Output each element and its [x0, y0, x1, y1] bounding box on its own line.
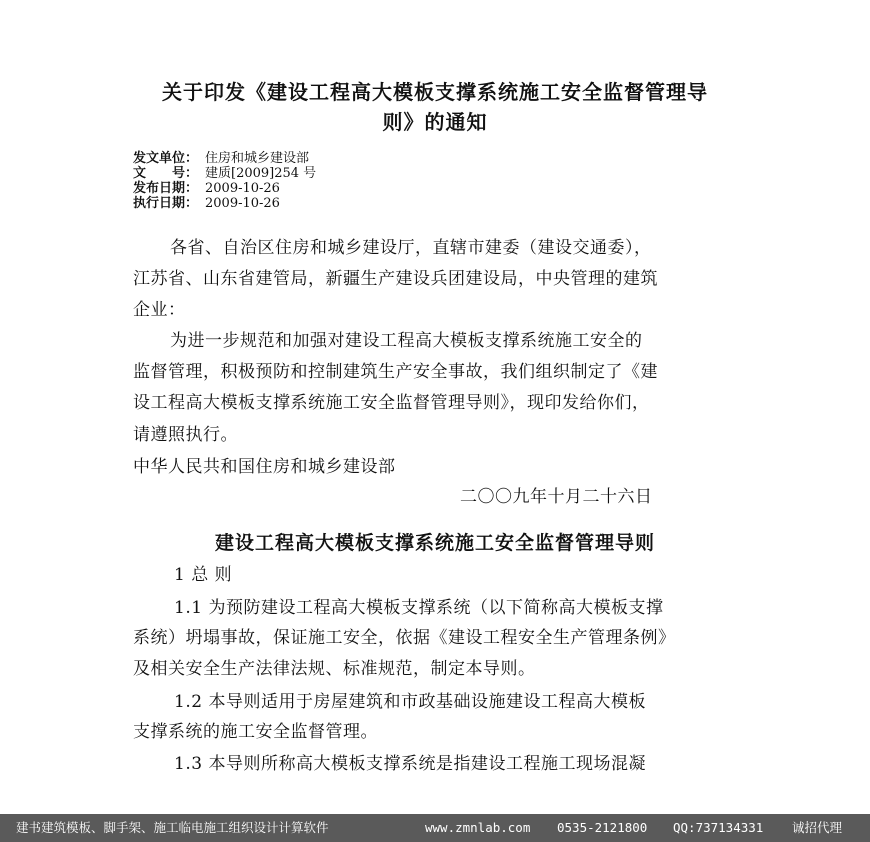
- meta-doc-number: [133, 166, 316, 181]
- guide-line-4: 1.2 本导则适用于房屋建筑和市政基础设施建设工程高大模板: [174, 692, 646, 712]
- meta-publish-date-key: 发布日期：: [133, 181, 199, 196]
- footer-banner: [0, 814, 870, 842]
- notice-title-line-2: 则》的通知: [382, 110, 488, 134]
- body-line-6: 设工程高大模板支撑系统施工安全监督管理导则》，现印发给你们，: [133, 393, 650, 413]
- meta-issuer-value: 住房和城乡建设部: [205, 151, 310, 166]
- meta-doc-number-value: 建质[2009]254 号: [205, 166, 317, 181]
- guide-line-1: 1.1 为预防建设工程高大模板支撑系统（以下简称高大模板支撑: [174, 598, 664, 618]
- meta-doc-number-key: 文 号：: [133, 166, 199, 181]
- meta-effective-date: [133, 196, 280, 211]
- body-line-4: 为进一步规范和加强对建设工程高大模板支撑系统施工安全的: [170, 331, 643, 351]
- body-line-3: 企业：: [133, 300, 186, 320]
- signing-authority: 中华人民共和国住房和城乡建设部: [133, 457, 396, 477]
- guide-line-6: 1.3 本导则所称高大模板支撑系统是指建设工程施工现场混凝: [174, 754, 646, 774]
- meta-issuer-key: 发文单位：: [133, 151, 199, 166]
- meta-publish-date: [133, 181, 280, 196]
- guide-section-heading: 1 总 则: [174, 565, 233, 585]
- guide-line-3: 及相关安全生产法律法规、标准规范，制定本导则。: [133, 659, 536, 679]
- footer-agent: 诚招代理: [792, 820, 843, 835]
- meta-effective-date-key: 执行日期：: [133, 196, 199, 211]
- footer-website[interactable]: www.zmnlab.com: [425, 820, 531, 835]
- footer-qq: QQ:737134331: [673, 820, 764, 835]
- guide-line-5: 支撑系统的施工安全监督管理。: [133, 722, 378, 742]
- guide-line-2: 系统）坍塌事故，保证施工安全，依据《建设工程安全生产管理条例》: [133, 628, 676, 648]
- guide-title: 建设工程高大模板支撑系统施工安全监督管理导则: [214, 532, 655, 554]
- notice-title-line-1: 关于印发《建设工程高大模板支撑系统施工安全监督管理导: [162, 80, 708, 104]
- footer-software: 建书建筑模板、脚手架、施工临电施工组织设计计算软件: [16, 820, 329, 835]
- body-line-5: 监督管理，积极预防和控制建筑生产安全事故，我们组织制定了《建: [133, 362, 658, 382]
- meta-effective-date-value: 2009-10-26: [205, 196, 280, 211]
- body-line-2: 江苏省、山东省建管局，新疆生产建设兵团建设局，中央管理的建筑: [133, 269, 658, 289]
- footer-phone: 0535-2121800: [557, 820, 648, 835]
- body-line-7: 请遵照执行。: [133, 425, 238, 445]
- body-line-1: 各省、自治区住房和城乡建设厅，直辖市建委（建设交通委），: [170, 238, 652, 258]
- meta-publish-date-value: 2009-10-26: [205, 181, 280, 196]
- signing-date: 二〇〇九年十月二十六日: [460, 487, 653, 507]
- meta-issuer: [133, 151, 309, 166]
